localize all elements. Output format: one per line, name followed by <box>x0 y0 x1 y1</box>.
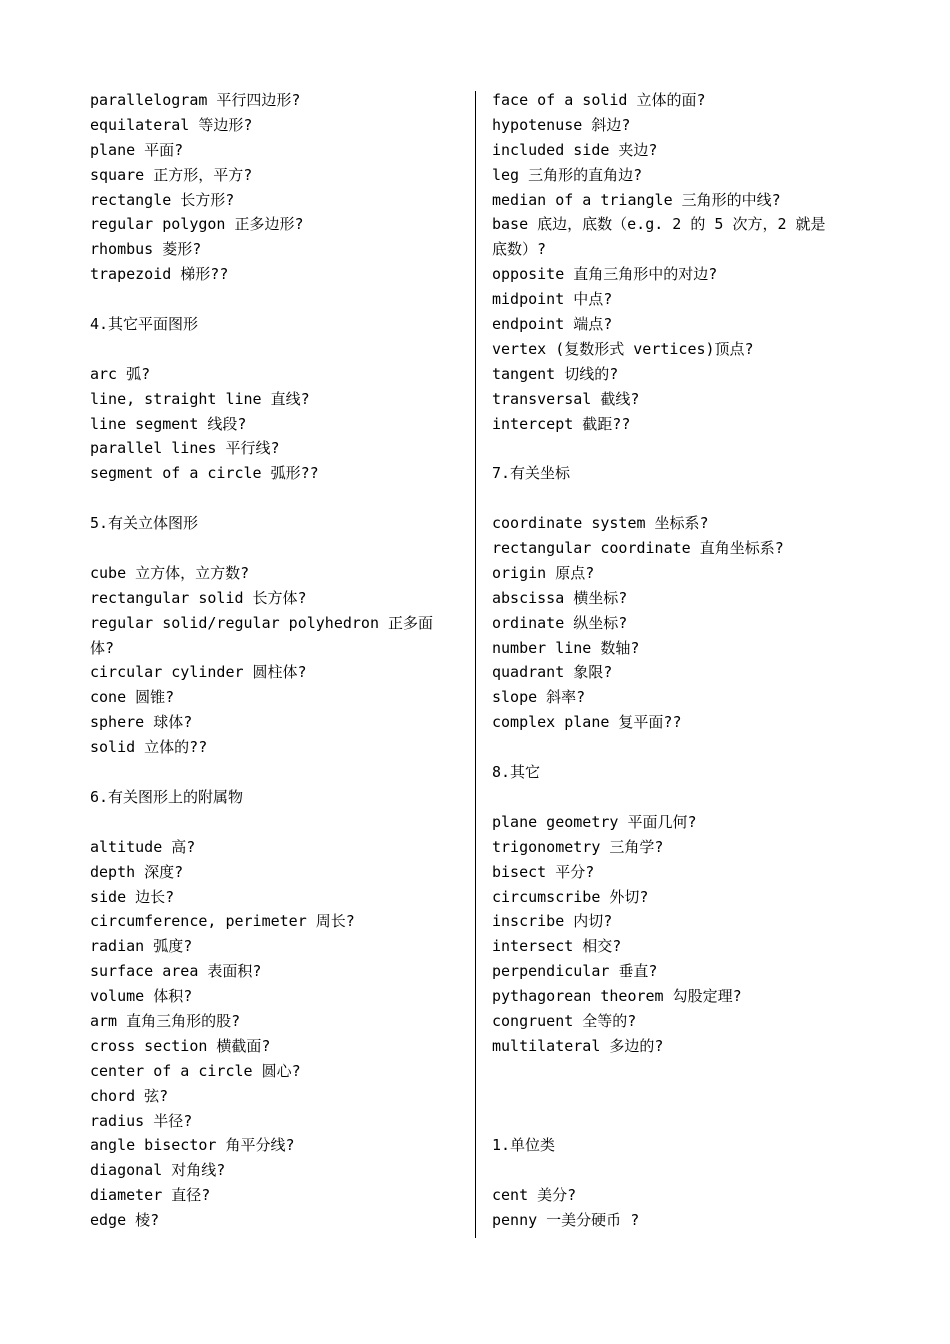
vocab-entry: bisect 平分? <box>492 862 595 881</box>
vocab-entry: surface area 表面积? <box>90 962 262 981</box>
vocab-entry: tangent 切线的? <box>492 364 619 383</box>
vocab-entry: solid 立体的?? <box>90 738 208 757</box>
blank-line <box>492 1158 867 1183</box>
vocab-entry: rectangular solid 长方体? <box>90 588 307 607</box>
vocab-entry: face of a solid 立体的面? <box>492 91 706 109</box>
vocab-entry: number line 数轴? <box>492 638 640 657</box>
vocab-entry: diagonal 对角线? <box>90 1161 226 1180</box>
vocab-entry: multilateral 多边的? <box>492 1036 664 1055</box>
vocab-entry: cross section 横截面? <box>90 1036 271 1055</box>
vocab-entry: radian 弧度? <box>90 937 193 956</box>
vocab-entry: inscribe 内切? <box>492 912 613 931</box>
vocab-entry: trapezoid 梯形?? <box>90 265 229 284</box>
vocab-entry: quadrant 象限? <box>492 663 613 682</box>
vocab-entry: plane 平面? <box>90 140 184 159</box>
vocab-entry: rhombus 菱形? <box>90 240 202 259</box>
vocab-entry: cube 立方体，立方数? <box>90 563 250 582</box>
vocab-entry: 底数）? <box>492 240 547 259</box>
blank-line <box>90 337 465 362</box>
section-heading: 8.其它 <box>492 763 541 782</box>
blank-line <box>492 1109 867 1134</box>
vocab-entry: side 边长? <box>90 887 175 906</box>
vocab-entry: parallelogram 平行四边形? <box>90 91 301 109</box>
vocab-entry: angle bisector 角平分线? <box>90 1136 295 1155</box>
vocab-entry: equilateral 等边形? <box>90 115 253 134</box>
vocab-entry: endpoint 端点? <box>492 315 613 334</box>
blank-line <box>90 536 465 561</box>
section-heading: 1.单位类 <box>492 1136 556 1155</box>
vocab-entry: origin 原点? <box>492 563 595 582</box>
vocab-entry: diameter 直径? <box>90 1186 211 1205</box>
vocab-entry: rectangle 长方形? <box>90 190 235 209</box>
section-heading: 5.有关立体图形 <box>90 514 199 533</box>
vocab-entry: median of a triangle 三角形的中线? <box>492 190 781 209</box>
vocab-entry: line segment 线段? <box>90 414 247 433</box>
vocab-entry: slope 斜率? <box>492 688 586 707</box>
vocab-entry: line, straight line 直线? <box>90 389 310 408</box>
column-divider <box>475 91 476 1238</box>
blank-line <box>492 785 867 810</box>
vocab-entry: penny 一美分硬币 ? <box>492 1211 640 1230</box>
vocab-entry: 体? <box>90 638 115 657</box>
vocab-entry: regular polygon 正多边形? <box>90 215 304 234</box>
vocab-entry: segment of a circle 弧形?? <box>90 464 319 483</box>
section-heading: 6.有关图形上的附属物 <box>90 787 244 806</box>
vocab-entry: included side 夹边? <box>492 140 658 159</box>
blank-line <box>90 486 465 511</box>
blank-line <box>492 1059 867 1084</box>
vocab-entry: intercept 截距?? <box>492 414 631 433</box>
vocab-entry: abscissa 横坐标? <box>492 588 628 607</box>
vocab-entry: ordinate 纵坐标? <box>492 613 628 632</box>
vocab-entry: base 底边，底数（e.g. 2 的 5 次方，2 就是 <box>492 215 826 234</box>
vocab-entry: leg 三角形的直角边? <box>492 165 643 184</box>
vocab-entry: pythagorean theorem 勾股定理? <box>492 987 742 1006</box>
blank-line <box>492 486 867 511</box>
vocab-entry: hypotenuse 斜边? <box>492 115 631 134</box>
vocab-entry: volume 体积? <box>90 987 193 1006</box>
blank-line <box>90 810 465 835</box>
vocab-entry: rectangular coordinate 直角坐标系? <box>492 539 784 558</box>
blank-line <box>492 1084 867 1109</box>
vocab-entry: transversal 截线? <box>492 389 640 408</box>
vocab-entry: square 正方形，平方? <box>90 165 253 184</box>
vocab-entry: depth 深度? <box>90 862 184 881</box>
vocab-entry: center of a circle 圆心? <box>90 1061 301 1080</box>
vocab-entry: regular solid/regular polyhedron 正多面 <box>90 613 434 632</box>
vocab-entry: circumference, perimeter 周长? <box>90 912 355 931</box>
blank-line <box>90 760 465 785</box>
right-column <box>492 88 867 1233</box>
section-heading: 7.有关坐标 <box>492 464 571 483</box>
vocab-entry: cent 美分? <box>492 1186 577 1205</box>
vocab-entry: chord 弦? <box>90 1086 169 1105</box>
vocab-entry: edge 棱? <box>90 1211 160 1230</box>
vocab-entry: circumscribe 外切? <box>492 887 649 906</box>
vocab-entry: opposite 直角三角形中的对边? <box>492 265 718 284</box>
vocab-entry: coordinate system 坐标系? <box>492 514 709 533</box>
blank-line <box>90 287 465 312</box>
vocab-entry: vertex (复数形式 vertices)顶点? <box>492 339 754 358</box>
vocab-entry: radius 半径? <box>90 1111 193 1130</box>
vocab-entry: plane geometry 平面几何? <box>492 812 697 831</box>
vocab-entry: trigonometry 三角学? <box>492 837 664 856</box>
vocab-entry: parallel lines 平行线? <box>90 439 280 458</box>
vocab-entry: arc 弧? <box>90 364 151 383</box>
vocab-entry: complex plane 复平面?? <box>492 713 682 732</box>
vocab-entry: congruent 全等的? <box>492 1011 637 1030</box>
blank-line <box>492 735 867 760</box>
vocab-entry: arm 直角三角形的股? <box>90 1011 241 1030</box>
vocab-entry: circular cylinder 圆柱体? <box>90 663 307 682</box>
vocab-entry: midpoint 中点? <box>492 290 613 309</box>
vocab-entry: cone 圆锥? <box>90 688 175 707</box>
blank-line <box>492 436 867 461</box>
section-heading: 4.其它平面图形 <box>90 315 199 334</box>
vocab-entry: perpendicular 垂直? <box>492 962 658 981</box>
left-column <box>90 88 465 1233</box>
vocab-entry: sphere 球体? <box>90 713 193 732</box>
vocab-entry: intersect 相交? <box>492 937 622 956</box>
vocab-entry: altitude 高? <box>90 837 196 856</box>
